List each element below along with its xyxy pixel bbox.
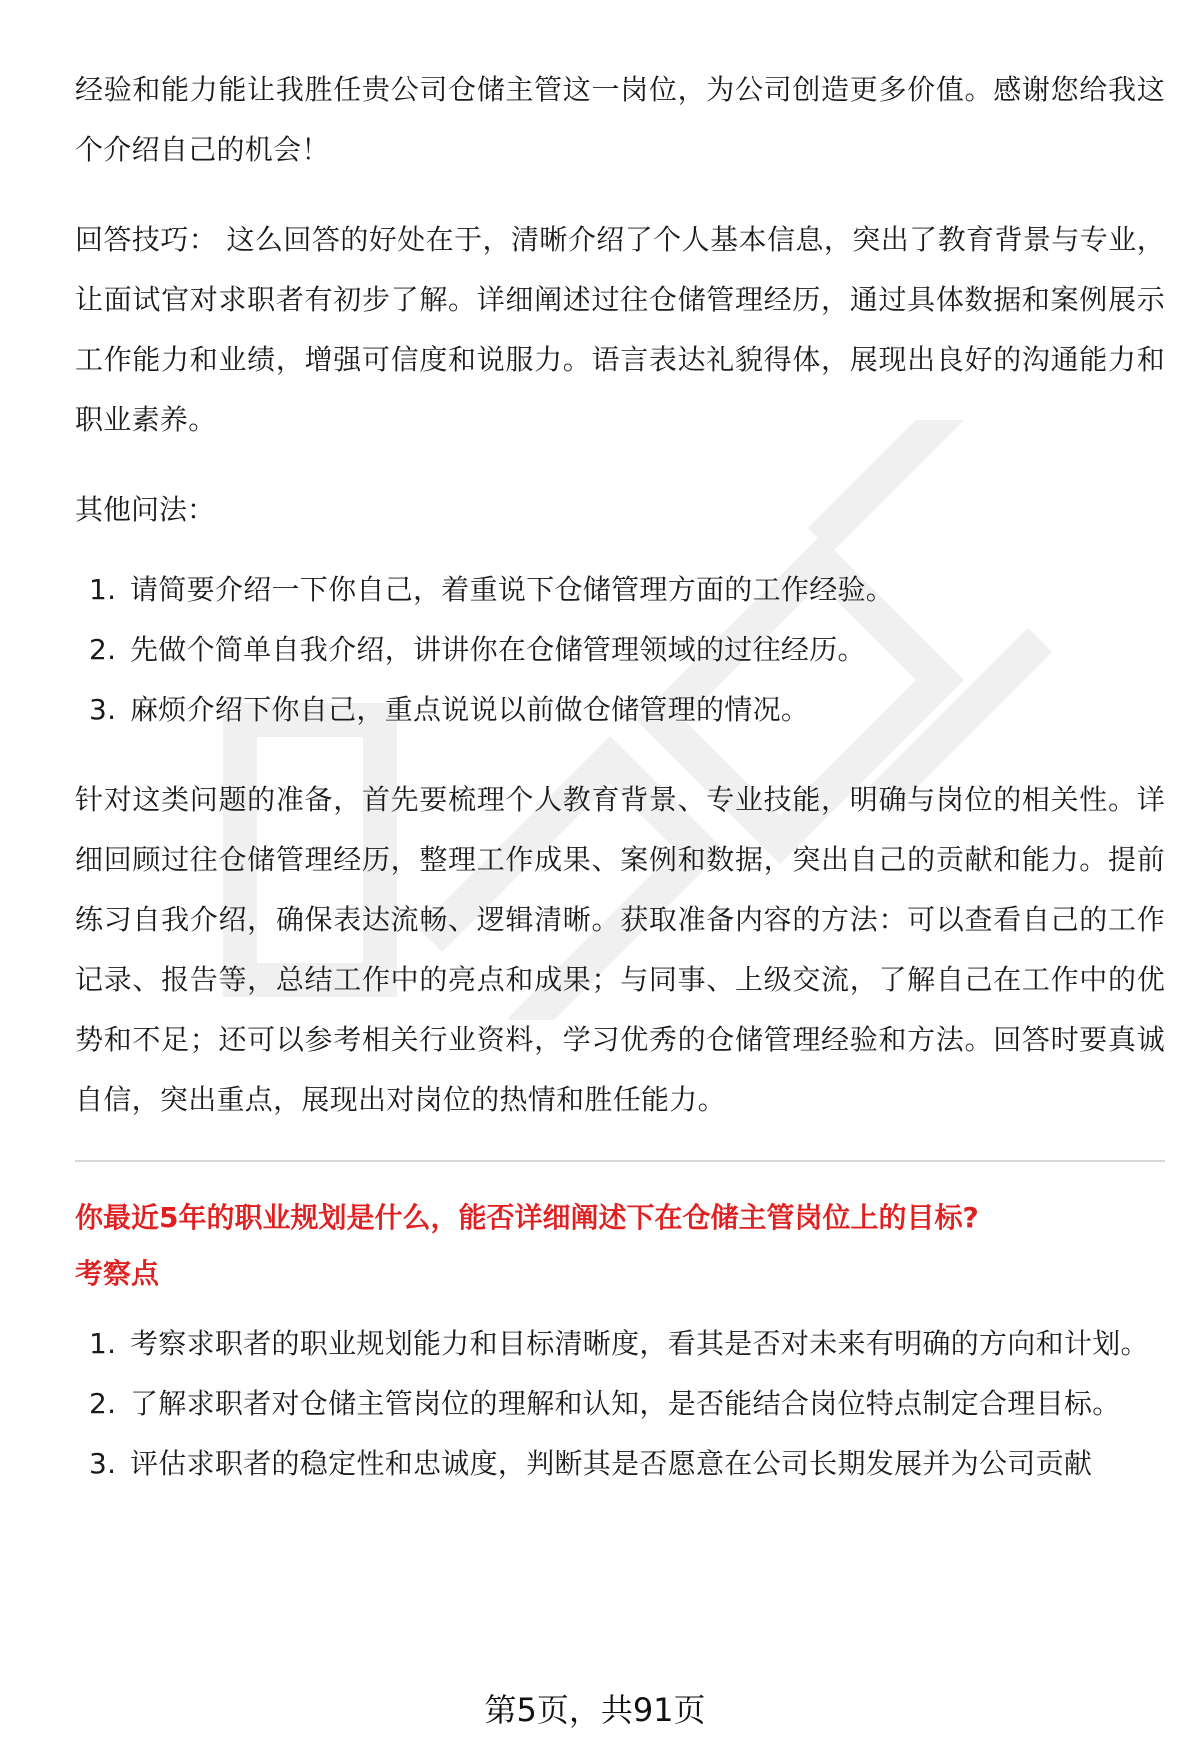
list-item-text: 麻烦介绍下你自己，重点说说以前做仓储管理的情况。 <box>130 693 810 726</box>
list-number: 3. <box>89 1447 117 1480</box>
page-number-footer: 第5页，共91页 <box>484 1691 706 1729</box>
section-divider <box>75 1160 1165 1162</box>
document-body <box>75 60 1165 1524</box>
list-number: 2. <box>89 633 117 666</box>
question-title: 你最近5年的职业规划是什么，能否详细阐述下在仓储主管岗位上的目标? <box>75 1201 979 1234</box>
list-item-text: 评估求职者的稳定性和忠诚度，判断其是否愿意在公司长期发展并为公司贡献 <box>130 1447 1093 1480</box>
list-item <box>75 620 1165 680</box>
other-phrasings-label: 其他问法： <box>75 493 216 526</box>
list-item-text: 考察求职者的职业规划能力和目标清晰度，看其是否对未来有明确的方向和计划。 <box>130 1327 1149 1360</box>
list-item <box>75 1314 1165 1374</box>
list-item <box>75 1374 1165 1434</box>
list-item-text: 先做个简单自我介绍，讲讲你在仓储管理领域的过往经历。 <box>130 633 866 666</box>
other-phrasings-list <box>75 560 1165 740</box>
list-number: 2. <box>89 1387 117 1420</box>
list-item-text: 请简要介绍一下你自己，着重说下仓储管理方面的工作经验。 <box>130 573 895 606</box>
list-item-text: 了解求职者对仓储主管岗位的理解和认知，是否能结合岗位特点制定合理目标。 <box>130 1387 1121 1420</box>
answer-tips-paragraph: 回答技巧： 这么回答的好处在于，清晰介绍了个人基本信息，突出了教育背景与专业，让面试官对求职者有初步了解。详细阐述过往仓储管理经历，通过具体数据和案例展示工作能力和业绩，增强可信度和说服力。语言表达礼貌得体，展现出良好的沟通能力和职业素养。 <box>75 223 1165 436</box>
intro-closing-paragraph: 经验和能力能让我胜任贵公司仓储主管这一岗位，为公司创造更多价值。感谢您给我这个介绍自己的机会！ <box>75 73 1165 166</box>
list-number: 1. <box>89 1327 117 1360</box>
list-item <box>75 680 1165 740</box>
preparation-paragraph: 针对这类问题的准备，首先要梳理个人教育背景、专业技能，明确与岗位的相关性。详细回顾过往仓储管理经历，整理工作成果、案例和数据，突出自己的贡献和能力。提前练习自我介绍，确保表达流畅、逻辑清晰。获取准备内容的方法：可以查看自己的工作记录、报告等，总结工作中的亮点和成果；与同事、上级交流，了解自己在工作中的优势和不足；还可以参考相关行业资料，学习优秀的仓储管理经验和方法。回答时要真诚自信，突出重点，展现出对岗位的热情和胜任能力。 <box>75 783 1165 1116</box>
list-item <box>75 560 1165 620</box>
list-number: 1. <box>89 573 117 606</box>
assessment-points-list <box>75 1314 1165 1494</box>
list-number: 3. <box>89 693 117 726</box>
assessment-points-heading: 考察点 <box>75 1257 160 1290</box>
list-item <box>75 1434 1165 1494</box>
